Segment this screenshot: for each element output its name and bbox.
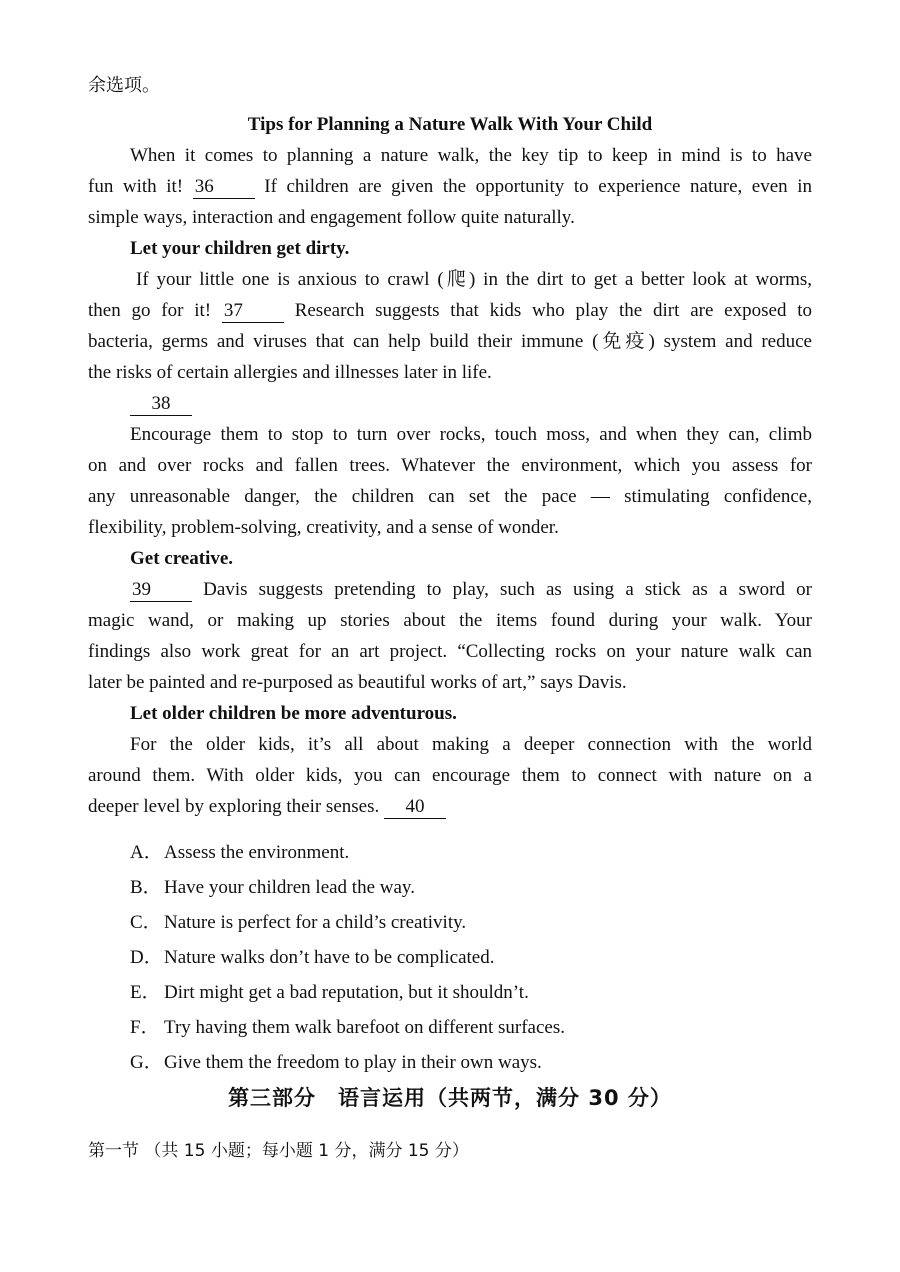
dirty-line-2 (88, 295, 812, 326)
option-letter: F． (130, 1017, 160, 1038)
option-e (130, 977, 529, 1008)
creative-line-2: magic wand, or making up stories about the items found during your walk. Your (88, 610, 812, 631)
option-letter: D． (130, 947, 163, 968)
creative-line-1-post: Davis suggests pretending to play, such as using a stick as a sword or (203, 579, 813, 600)
encourage-line-3: any unreasonable danger, the children can set the pace — stimulating confidence, (88, 486, 812, 507)
heading-get-dirty: Let your children get dirty. (130, 238, 350, 259)
option-b (130, 872, 415, 903)
option-a (130, 837, 349, 868)
option-letter: G． (130, 1052, 163, 1073)
option-letter: E． (130, 982, 161, 1003)
encourage-line-4: flexibility, problem-solving, creativity, and a sense of wonder. (88, 517, 559, 538)
heading-older-children: Let older children be more adventurous. (130, 703, 457, 724)
older-line-3 (88, 791, 812, 822)
intro-line-2 (88, 171, 812, 202)
option-c (130, 907, 466, 938)
option-text: Dirt might get a bad reputation, but it shouldn’t. (164, 982, 529, 1003)
subsection-heading: 第一节 （共 15 小题；每小题 1 分，满分 15 分） (88, 1141, 469, 1161)
header-fragment: 余选项。 (88, 75, 160, 96)
option-text: Give them the freedom to play in their own ways. (164, 1052, 542, 1073)
older-line-2: around them. With older kids, you can encourage them to connect with nature on a (88, 765, 812, 786)
creative-line-1 (130, 574, 812, 605)
encourage-line-1: Encourage them to stop to turn over rocks, touch moss, and when they can, climb (130, 424, 812, 445)
older-line-3-pre: deeper level by exploring their senses. (88, 796, 380, 817)
blank-39: 39 (130, 579, 192, 602)
dirty-line-2-post: Research suggests that kids who play the dirt are exposed to (294, 300, 813, 321)
intro-line-2-post: If children are given the opportunity to experience nature, even in (264, 176, 813, 197)
creative-line-3: findings also work great for an art project. “Collecting rocks on your nature walk can (88, 641, 812, 662)
dirty-line-3: bacteria, germs and viruses that can help build their immune (免疫) system and reduce (88, 331, 812, 352)
intro-line-1: When it comes to planning a nature walk, the key tip to keep in mind is to have (130, 145, 812, 166)
section-heading: 第三部分 语言运用（共两节，满分 30 分） (228, 1086, 672, 1110)
option-text: Nature walks don’t have to be complicated. (164, 947, 495, 968)
encourage-line-2: on and over rocks and fallen trees. Whatever the environment, which you assess for (88, 455, 812, 476)
option-letter: B． (130, 877, 162, 898)
option-text: Try having them walk barefoot on different surfaces. (164, 1017, 566, 1038)
blank-36: 36 (193, 176, 255, 199)
option-g (130, 1047, 542, 1078)
blank-37: 37 (222, 300, 284, 323)
intro-line-3: simple ways, interaction and engagement follow quite naturally. (88, 207, 575, 228)
option-text: Assess the environment. (164, 842, 350, 863)
blank-38-line (130, 388, 812, 419)
older-line-1: For the older kids, it’s all about making a deeper connection with the world (130, 734, 812, 755)
option-d (130, 942, 494, 973)
blank-40: 40 (384, 796, 446, 819)
intro-line-2-pre: fun with it! (88, 176, 184, 197)
option-letter: C． (130, 912, 162, 933)
option-letter: A． (130, 842, 163, 863)
option-text: Nature is perfect for a child’s creativity. (164, 912, 467, 933)
blank-38: 38 (130, 393, 192, 416)
dirty-line-1: If your little one is anxious to crawl (爬) in the dirt to get a better look at worms, (136, 269, 812, 290)
dirty-line-2-pre: then go for it! (88, 300, 212, 321)
option-text: Have your children lead the way. (164, 877, 415, 898)
passage-title: Tips for Planning a Nature Walk With Your Child (247, 114, 653, 135)
dirty-line-4: the risks of certain allergies and illnesses later in life. (88, 362, 492, 383)
option-f (130, 1012, 565, 1043)
creative-line-4: later be painted and re-purposed as beautiful works of art,” says Davis. (88, 672, 627, 693)
heading-get-creative: Get creative. (130, 548, 234, 569)
